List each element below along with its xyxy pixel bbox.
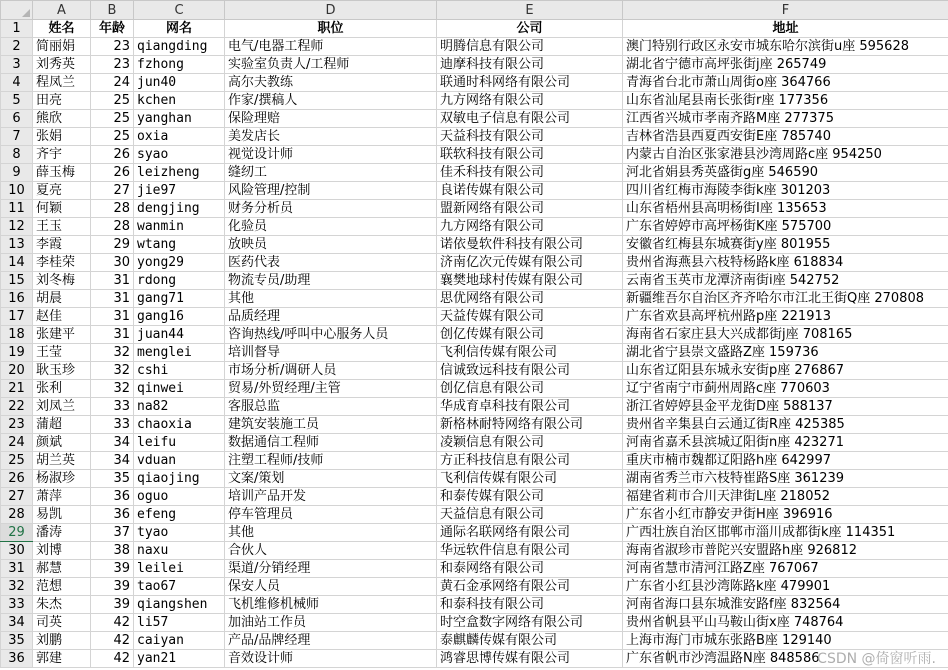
cell[interactable]: 42: [91, 632, 134, 650]
table-row: [1, 272, 948, 290]
cell[interactable]: 联通时科网络有限公司: [437, 74, 623, 92]
cell[interactable]: 鸿睿思博传媒有限公司: [437, 650, 623, 668]
cell[interactable]: 胡晨: [33, 290, 91, 308]
row-number[interactable]: 24: [1, 434, 33, 452]
cell[interactable]: 贵州省海燕县六枝特杨路k座 618834: [623, 254, 948, 272]
table-row: [1, 74, 948, 92]
cell[interactable]: 飞利信传媒有限公司: [437, 344, 623, 362]
cell[interactable]: 26: [91, 146, 134, 164]
cell[interactable]: qiangding: [134, 38, 225, 56]
cell[interactable]: 35: [91, 470, 134, 488]
cell[interactable]: 郝慧: [33, 560, 91, 578]
table-row: [1, 596, 948, 614]
cell[interactable]: 襄樊地球村传媒有限公司: [437, 272, 623, 290]
cell[interactable]: 其他: [225, 290, 437, 308]
cell[interactable]: 凌颖信息有限公司: [437, 434, 623, 452]
table-row: [1, 506, 948, 524]
cell[interactable]: 数据通信工程师: [225, 434, 437, 452]
cell[interactable]: qinwei: [134, 380, 225, 398]
cell[interactable]: 25: [91, 128, 134, 146]
cell[interactable]: 广东省帆市沙湾温路N座 848586: [623, 650, 948, 668]
cell[interactable]: syao: [134, 146, 225, 164]
column-header-d[interactable]: D: [225, 1, 437, 20]
cell[interactable]: 文案/策划: [225, 470, 437, 488]
cell[interactable]: qiangshen: [134, 596, 225, 614]
cell[interactable]: 诺依曼软件科技有限公司: [437, 236, 623, 254]
row-number[interactable]: 16: [1, 290, 33, 308]
cell[interactable]: 刘凤兰: [33, 398, 91, 416]
row-number[interactable]: 3: [1, 56, 33, 74]
cell[interactable]: 李霞: [33, 236, 91, 254]
cell[interactable]: 注塑工程师/技师: [225, 452, 437, 470]
cell[interactable]: 广东省小红市静安尹街H座 396916: [623, 506, 948, 524]
cell[interactable]: 物流专员/助理: [225, 272, 437, 290]
row-number[interactable]: 19: [1, 344, 33, 362]
table-row: [1, 578, 948, 596]
cell[interactable]: chaoxia: [134, 416, 225, 434]
cell[interactable]: qiaojing: [134, 470, 225, 488]
cell[interactable]: 九方网络有限公司: [437, 218, 623, 236]
cell[interactable]: 黄石金承网络有限公司: [437, 578, 623, 596]
cell[interactable]: 创亿传媒有限公司: [437, 326, 623, 344]
cell[interactable]: 王玉: [33, 218, 91, 236]
cell[interactable]: 培训产品开发: [225, 488, 437, 506]
table-row: [1, 38, 948, 56]
cell[interactable]: 时空盒数字网络有限公司: [437, 614, 623, 632]
cell[interactable]: 28: [91, 200, 134, 218]
row-number[interactable]: 12: [1, 218, 33, 236]
cell[interactable]: 新疆维吾尔自治区齐齐哈尔市江北王街Q座 270808: [623, 290, 948, 308]
row-number[interactable]: 9: [1, 164, 33, 182]
table-row: [1, 146, 948, 164]
table-row: [1, 128, 948, 146]
cell[interactable]: 飞利信传媒有限公司: [437, 470, 623, 488]
cell[interactable]: 咨询热线/呼叫中心服务人员: [225, 326, 437, 344]
cell[interactable]: 品质经理: [225, 308, 437, 326]
column-header-f[interactable]: F: [623, 1, 948, 20]
cell[interactable]: 天益传媒有限公司: [437, 308, 623, 326]
row-number[interactable]: 36: [1, 650, 33, 668]
row-number[interactable]: 15: [1, 272, 33, 290]
cell[interactable]: 贵州省帆县平山马鞍山街x座 748764: [623, 614, 948, 632]
cell[interactable]: 39: [91, 578, 134, 596]
cell[interactable]: 云南省玉英市龙潭济南街i座 542752: [623, 272, 948, 290]
cell[interactable]: jie97: [134, 182, 225, 200]
cell[interactable]: 颜斌: [33, 434, 91, 452]
cell[interactable]: 方正科技信息有限公司: [437, 452, 623, 470]
table-row: [1, 614, 948, 632]
row-number[interactable]: 27: [1, 488, 33, 506]
cell[interactable]: 财务分析员: [225, 200, 437, 218]
cell[interactable]: caiyan: [134, 632, 225, 650]
cell[interactable]: leilei: [134, 560, 225, 578]
cell[interactable]: jun40: [134, 74, 225, 92]
row-number[interactable]: 22: [1, 398, 33, 416]
cell[interactable]: 海南省淑珍市普陀兴安盟路h座 926812: [623, 542, 948, 560]
cell[interactable]: 33: [91, 398, 134, 416]
cell[interactable]: 创亿信息有限公司: [437, 380, 623, 398]
cell[interactable]: 和泰网络有限公司: [437, 560, 623, 578]
cell[interactable]: 27: [91, 182, 134, 200]
cell[interactable]: 作家/撰稿人: [225, 92, 437, 110]
row-number[interactable]: 20: [1, 362, 33, 380]
cell[interactable]: 浙江省婷婷县金平龙街D座 588137: [623, 398, 948, 416]
cell[interactable]: 39: [91, 596, 134, 614]
cell[interactable]: 华远软件信息有限公司: [437, 542, 623, 560]
cell[interactable]: 澳门特别行政区永安市城东哈尔滨街u座 595628: [623, 38, 948, 56]
cell[interactable]: naxu: [134, 542, 225, 560]
row-number[interactable]: 5: [1, 92, 33, 110]
cell[interactable]: 客服总监: [225, 398, 437, 416]
cell[interactable]: 明腾信息有限公司: [437, 38, 623, 56]
cell[interactable]: 朱杰: [33, 596, 91, 614]
cell[interactable]: 湖北省宁德市高坪张街j座 265749: [623, 56, 948, 74]
cell[interactable]: 32: [91, 380, 134, 398]
cell[interactable]: 杨淑珍: [33, 470, 91, 488]
cell[interactable]: 信诚致远科技有限公司: [437, 362, 623, 380]
cell[interactable]: 泰麒麟传媒有限公司: [437, 632, 623, 650]
cell[interactable]: 广东省欢县高坪杭州路p座 221913: [623, 308, 948, 326]
cell[interactable]: gang71: [134, 290, 225, 308]
cell[interactable]: gang16: [134, 308, 225, 326]
cell[interactable]: 耿玉珍: [33, 362, 91, 380]
cell[interactable]: oxia: [134, 128, 225, 146]
cell[interactable]: 31: [91, 290, 134, 308]
cell[interactable]: 和泰科技有限公司: [437, 596, 623, 614]
cell[interactable]: 通际名联网络有限公司: [437, 524, 623, 542]
cell[interactable]: tao67: [134, 578, 225, 596]
header-row: [1, 20, 948, 38]
cell[interactable]: rdong: [134, 272, 225, 290]
cell[interactable]: 停车管理员: [225, 506, 437, 524]
cell[interactable]: 广东省婷婷市高坪杨街K座 575700: [623, 218, 948, 236]
cell[interactable]: 市场分析/调研人员: [225, 362, 437, 380]
cell[interactable]: 良诺传媒有限公司: [437, 182, 623, 200]
cell[interactable]: 刘冬梅: [33, 272, 91, 290]
cell[interactable]: 36: [91, 488, 134, 506]
table-row: [1, 398, 948, 416]
row-number[interactable]: 14: [1, 254, 33, 272]
row-number[interactable]: 21: [1, 380, 33, 398]
cell[interactable]: 贸易/外贸经理/主管: [225, 380, 437, 398]
cell[interactable]: fzhong: [134, 56, 225, 74]
cell[interactable]: 华成育卓科技有限公司: [437, 398, 623, 416]
cell[interactable]: oguo: [134, 488, 225, 506]
cell[interactable]: 萧萍: [33, 488, 91, 506]
cell[interactable]: leizheng: [134, 164, 225, 182]
cell[interactable]: 青海省台北市萧山周街o座 364766: [623, 74, 948, 92]
cell[interactable]: 39: [91, 560, 134, 578]
cell[interactable]: li57: [134, 614, 225, 632]
cell[interactable]: 38: [91, 542, 134, 560]
cell[interactable]: 28: [91, 218, 134, 236]
cell[interactable]: 山东省辽阳县东城永安街p座 276867: [623, 362, 948, 380]
table-row: [1, 344, 948, 362]
cell[interactable]: na82: [134, 398, 225, 416]
cell[interactable]: 辽宁省南宁市蓟州周路c座 770603: [623, 380, 948, 398]
cell[interactable]: 上海市海门市城东张路B座 129140: [623, 632, 948, 650]
cell[interactable]: 熊欣: [33, 110, 91, 128]
row-number[interactable]: 26: [1, 470, 33, 488]
cell[interactable]: 简丽娟: [33, 38, 91, 56]
cell[interactable]: 刘鹏: [33, 632, 91, 650]
cell[interactable]: 美发店长: [225, 128, 437, 146]
cell[interactable]: 23: [91, 38, 134, 56]
cell[interactable]: 张利: [33, 380, 91, 398]
table-row: [1, 290, 948, 308]
table-row: [1, 632, 948, 650]
cell[interactable]: yan21: [134, 650, 225, 668]
row-number[interactable]: 23: [1, 416, 33, 434]
cell[interactable]: 潘涛: [33, 524, 91, 542]
cell[interactable]: 建筑安装施工员: [225, 416, 437, 434]
table-row: [1, 434, 948, 452]
table-row: [1, 254, 948, 272]
cell[interactable]: wanmin: [134, 218, 225, 236]
header-cell[interactable]: 地址: [623, 20, 948, 38]
cell[interactable]: 山东省梧州县高明杨街I座 135653: [623, 200, 948, 218]
table-row: [1, 110, 948, 128]
row-number[interactable]: 32: [1, 578, 33, 596]
cell[interactable]: 32: [91, 362, 134, 380]
cell[interactable]: 其他: [225, 524, 437, 542]
column-header-b[interactable]: B: [91, 1, 134, 20]
cell[interactable]: 范想: [33, 578, 91, 596]
cell[interactable]: 吉林省浩县西夏西安街E座 785740: [623, 128, 948, 146]
row-number[interactable]: 10: [1, 182, 33, 200]
cell[interactable]: kchen: [134, 92, 225, 110]
cell[interactable]: 高尔夫教练: [225, 74, 437, 92]
cell[interactable]: 易凯: [33, 506, 91, 524]
cell[interactable]: 安徽省红梅县东城赛街y座 801955: [623, 236, 948, 254]
cell[interactable]: 34: [91, 452, 134, 470]
cell[interactable]: 齐宇: [33, 146, 91, 164]
cell[interactable]: 天益信息有限公司: [437, 506, 623, 524]
cell[interactable]: 胡兰英: [33, 452, 91, 470]
table-row: [1, 542, 948, 560]
cell[interactable]: 福建省莉市合川天津街L座 218052: [623, 488, 948, 506]
cell[interactable]: 李桂荣: [33, 254, 91, 272]
table-row: [1, 92, 948, 110]
cell[interactable]: 和泰传媒有限公司: [437, 488, 623, 506]
table-row: [1, 56, 948, 74]
cell[interactable]: 蒲超: [33, 416, 91, 434]
cell[interactable]: 司英: [33, 614, 91, 632]
cell[interactable]: 37: [91, 524, 134, 542]
cell[interactable]: 25: [91, 110, 134, 128]
cell[interactable]: 济南亿次元传媒有限公司: [437, 254, 623, 272]
cell[interactable]: 山东省汕尾县南长张街r座 177356: [623, 92, 948, 110]
cell[interactable]: 刘博: [33, 542, 91, 560]
cell[interactable]: menglei: [134, 344, 225, 362]
cell[interactable]: 九方网络有限公司: [437, 92, 623, 110]
cell[interactable]: juan44: [134, 326, 225, 344]
cell[interactable]: 32: [91, 344, 134, 362]
table-row: [1, 488, 948, 506]
cell[interactable]: 湖南省秀兰市六枝特崔路S座 361239: [623, 470, 948, 488]
cell[interactable]: 河南省慧市清河江路Z座 767067: [623, 560, 948, 578]
cell[interactable]: 王莹: [33, 344, 91, 362]
cell[interactable]: 医药代表: [225, 254, 437, 272]
row-number[interactable]: 25: [1, 452, 33, 470]
row-number[interactable]: 30: [1, 542, 33, 560]
row-number[interactable]: 8: [1, 146, 33, 164]
row-number[interactable]: 17: [1, 308, 33, 326]
cell[interactable]: 保安人员: [225, 578, 437, 596]
cell[interactable]: 新格林耐特网络有限公司: [437, 416, 623, 434]
cell[interactable]: 贵州省辛集县白云通辽街R座 425385: [623, 416, 948, 434]
cell[interactable]: 36: [91, 506, 134, 524]
cell[interactable]: dengjing: [134, 200, 225, 218]
row-number[interactable]: 33: [1, 596, 33, 614]
watermark: CSDN @倚窗听雨.: [817, 651, 936, 667]
row-number[interactable]: 4: [1, 74, 33, 92]
table-row: [1, 362, 948, 380]
table-row: [1, 182, 948, 200]
cell[interactable]: 田亮: [33, 92, 91, 110]
table-row: [1, 164, 948, 182]
cell[interactable]: 风险管理/控制: [225, 182, 437, 200]
table-row: [1, 200, 948, 218]
cell[interactable]: yanghan: [134, 110, 225, 128]
cell[interactable]: 何颖: [33, 200, 91, 218]
column-header-row: [1, 1, 948, 20]
cell[interactable]: 迪摩科技有限公司: [437, 56, 623, 74]
cell[interactable]: 双敏电子信息有限公司: [437, 110, 623, 128]
cell[interactable]: 佳禾科技有限公司: [437, 164, 623, 182]
cell[interactable]: 培训督导: [225, 344, 437, 362]
cell[interactable]: 郭建: [33, 650, 91, 668]
table-row: [1, 560, 948, 578]
row-number[interactable]: 13: [1, 236, 33, 254]
cell[interactable]: 内蒙古自治区张家港县沙湾周路c座 954250: [623, 146, 948, 164]
cell[interactable]: 34: [91, 434, 134, 452]
header-cell[interactable]: 职位: [225, 20, 437, 38]
table-row: [1, 416, 948, 434]
header-cell[interactable]: 年龄: [91, 20, 134, 38]
row-number[interactable]: 34: [1, 614, 33, 632]
cell[interactable]: 42: [91, 614, 134, 632]
row-number[interactable]: 1: [1, 20, 33, 38]
cell[interactable]: 视觉设计师: [225, 146, 437, 164]
row-number[interactable]: 2: [1, 38, 33, 56]
cell[interactable]: 23: [91, 56, 134, 74]
cell[interactable]: 31: [91, 272, 134, 290]
cell[interactable]: 重庆市楠市魏都辽阳路h座 642997: [623, 452, 948, 470]
row-number[interactable]: 7: [1, 128, 33, 146]
cell[interactable]: 31: [91, 308, 134, 326]
cell[interactable]: 电气/电器工程师: [225, 38, 437, 56]
cell[interactable]: cshi: [134, 362, 225, 380]
cell[interactable]: 29: [91, 236, 134, 254]
cell[interactable]: 河南省海口县东城淮安路f座 832564: [623, 596, 948, 614]
table-row: [1, 236, 948, 254]
cell[interactable]: yong29: [134, 254, 225, 272]
cell[interactable]: 思优网络有限公司: [437, 290, 623, 308]
cell[interactable]: 湖北省宁县崇文盛路Z座 159736: [623, 344, 948, 362]
cell[interactable]: tyao: [134, 524, 225, 542]
table-row: [1, 326, 948, 344]
cell[interactable]: 海南省石家庄县大兴成都街j座 708165: [623, 326, 948, 344]
row-number[interactable]: 35: [1, 632, 33, 650]
cell[interactable]: 张娟: [33, 128, 91, 146]
table-row: [1, 650, 948, 668]
cell[interactable]: 薛玉梅: [33, 164, 91, 182]
header-cell[interactable]: 网名: [134, 20, 225, 38]
table-row: [1, 380, 948, 398]
cell[interactable]: vduan: [134, 452, 225, 470]
cell[interactable]: efeng: [134, 506, 225, 524]
cell[interactable]: 刘秀英: [33, 56, 91, 74]
cell[interactable]: leifu: [134, 434, 225, 452]
header-cell[interactable]: 公司: [437, 20, 623, 38]
cell[interactable]: 四川省红梅市海陵李街k座 301203: [623, 182, 948, 200]
row-number[interactable]: 11: [1, 200, 33, 218]
cell[interactable]: 河北省娟县秀英盛街g座 546590: [623, 164, 948, 182]
cell[interactable]: 放映员: [225, 236, 437, 254]
cell[interactable]: 加油站工作员: [225, 614, 437, 632]
cell[interactable]: 30: [91, 254, 134, 272]
select-all-corner[interactable]: [1, 1, 33, 20]
cell[interactable]: 实验室负责人/工程师: [225, 56, 437, 74]
column-header-c[interactable]: C: [134, 1, 225, 20]
cell[interactable]: 赵佳: [33, 308, 91, 326]
cell[interactable]: 张建平: [33, 326, 91, 344]
cell[interactable]: 缝纫工: [225, 164, 437, 182]
column-header-a[interactable]: A: [33, 1, 91, 20]
cell[interactable]: 音效设计师: [225, 650, 437, 668]
cell[interactable]: 化验员: [225, 218, 437, 236]
cell[interactable]: 25: [91, 92, 134, 110]
cell[interactable]: 河南省嘉禾县滨城辽阳街n座 423271: [623, 434, 948, 452]
row-number[interactable]: 6: [1, 110, 33, 128]
cell[interactable]: 24: [91, 74, 134, 92]
cell[interactable]: 江西省兴城市孝南齐路M座 277375: [623, 110, 948, 128]
cell[interactable]: 保险理赔: [225, 110, 437, 128]
cell[interactable]: 夏亮: [33, 182, 91, 200]
column-header-e[interactable]: E: [437, 1, 623, 20]
cell[interactable]: 盟新网络有限公司: [437, 200, 623, 218]
cell[interactable]: 程凤兰: [33, 74, 91, 92]
cell[interactable]: 广东省小红县沙湾陈路k座 479901: [623, 578, 948, 596]
cell[interactable]: 合伙人: [225, 542, 437, 560]
table-row: [1, 524, 948, 542]
table-row: [1, 470, 948, 488]
table-row: [1, 308, 948, 326]
cell[interactable]: 联软科技有限公司: [437, 146, 623, 164]
cell[interactable]: 天益科技有限公司: [437, 128, 623, 146]
row-number[interactable]: 28: [1, 506, 33, 524]
cell[interactable]: 26: [91, 164, 134, 182]
cell[interactable]: 飞机维修机械师: [225, 596, 437, 614]
cell[interactable]: 33: [91, 416, 134, 434]
header-cell[interactable]: 姓名: [33, 20, 91, 38]
row-number[interactable]: 31: [1, 560, 33, 578]
cell[interactable]: 渠道/分销经理: [225, 560, 437, 578]
cell[interactable]: 42: [91, 650, 134, 668]
cell[interactable]: 产品/品牌经理: [225, 632, 437, 650]
row-number[interactable]: 29: [1, 524, 33, 542]
cell[interactable]: 广西壮族自治区邯郸市淄川成都街k座 114351: [623, 524, 948, 542]
table-row: [1, 452, 948, 470]
cell[interactable]: wtang: [134, 236, 225, 254]
table-row: [1, 218, 948, 236]
row-number[interactable]: 18: [1, 326, 33, 344]
cell[interactable]: 31: [91, 326, 134, 344]
